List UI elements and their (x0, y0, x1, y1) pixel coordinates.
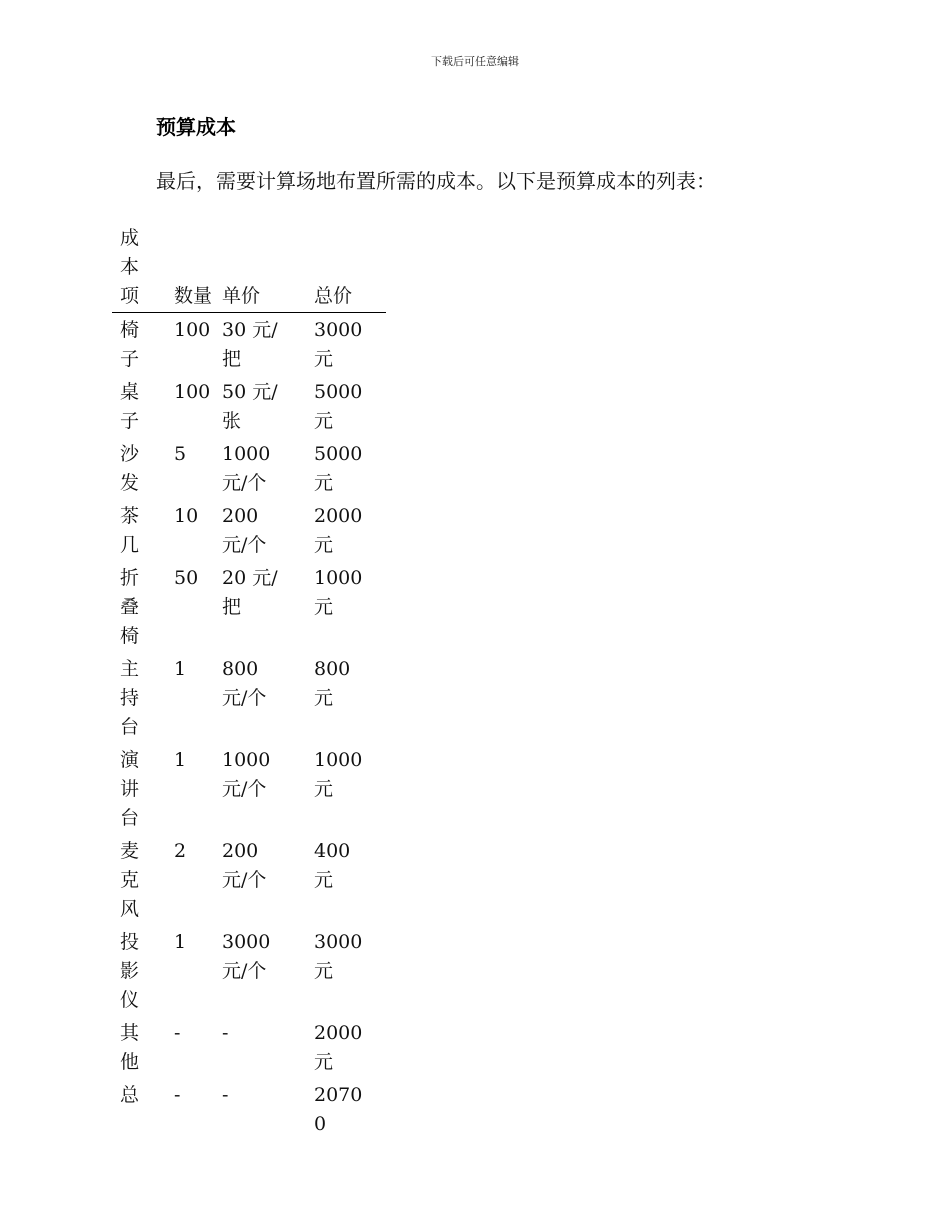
table-row (112, 502, 386, 564)
cell-total-price: 5000 元 (314, 381, 363, 432)
cell-cost-item: 折叠椅 (120, 567, 140, 647)
cell-cost-item: 茶几 (120, 505, 140, 556)
column-header-total-price: 总价 (314, 285, 353, 307)
table-row (112, 1019, 386, 1081)
table-body (112, 313, 386, 1144)
cell-unit-price: 200 元/个 (222, 840, 267, 891)
column-header-quantity: 数量 (174, 285, 213, 307)
cell-total-price: 2000 元 (314, 505, 363, 556)
cell-quantity: 1 (174, 749, 187, 771)
cell-unit-price: - (222, 1022, 229, 1044)
table-row (112, 378, 386, 440)
budget-cost-table (112, 224, 386, 1143)
cell-cost-item: 沙发 (120, 443, 140, 494)
table-row (112, 564, 386, 655)
cell-unit-price: 1000 元/个 (222, 749, 271, 800)
cell-total-price: 5000 元 (314, 443, 363, 494)
cell-unit-price: 30 元/把 (222, 319, 278, 370)
section-heading: 预算成本 (156, 115, 236, 139)
cell-quantity: - (174, 1084, 181, 1106)
cell-unit-price: 800 元/个 (222, 658, 267, 709)
cell-quantity: 50 (174, 567, 199, 589)
cell-total-price: 800 元 (314, 658, 351, 709)
cell-quantity: 5 (174, 443, 187, 465)
cell-cost-item: 桌子 (120, 381, 140, 432)
cell-unit-price: 1000 元/个 (222, 443, 271, 494)
cell-total-price: 400 元 (314, 840, 351, 891)
cell-quantity: 1 (174, 658, 187, 680)
table-row (112, 746, 386, 837)
column-header-unit-price: 单价 (222, 285, 261, 307)
intro-paragraph: 最后，需要计算场地布置所需的成本。以下是预算成本的列表： (156, 169, 716, 193)
table-row (112, 313, 386, 379)
cell-quantity: 100 (174, 381, 211, 403)
cell-cost-item: 其他 (120, 1022, 140, 1073)
cell-cost-item: 麦克风 (120, 840, 140, 920)
cell-total-price: 3000 元 (314, 931, 363, 982)
table-header (112, 224, 386, 313)
cell-total-price: 20700 (314, 1084, 363, 1135)
cell-quantity: 1 (174, 931, 187, 953)
cell-total-price: 3000 元 (314, 319, 363, 370)
table-header-row (112, 224, 386, 313)
cell-cost-item: 主持台 (120, 658, 140, 738)
cell-cost-item: 投影仪 (120, 931, 140, 1011)
cell-unit-price: 3000 元/个 (222, 931, 271, 982)
cell-unit-price: - (222, 1084, 229, 1106)
cell-quantity: 2 (174, 840, 187, 862)
cell-cost-item: 椅子 (120, 319, 140, 370)
cell-cost-item: 总 (120, 1084, 140, 1106)
cell-cost-item: 演讲台 (120, 749, 140, 829)
table-row-total (112, 1081, 386, 1143)
cell-unit-price: 200 元/个 (222, 505, 267, 556)
cell-total-price: 1000 元 (314, 749, 363, 800)
table-row (112, 440, 386, 502)
column-header-cost-item: 成本项 (120, 227, 140, 307)
cell-total-price: 2000 元 (314, 1022, 363, 1073)
cell-quantity: 10 (174, 505, 199, 527)
cell-unit-price: 50 元/张 (222, 381, 278, 432)
page-header: 下载后可任意编辑 (431, 55, 519, 68)
cell-unit-price: 20 元/把 (222, 567, 278, 618)
table-row (112, 655, 386, 746)
cell-quantity: 100 (174, 319, 211, 341)
table-row (112, 928, 386, 1019)
cell-quantity: - (174, 1022, 181, 1044)
cell-total-price: 1000 元 (314, 567, 363, 618)
table-row (112, 837, 386, 928)
